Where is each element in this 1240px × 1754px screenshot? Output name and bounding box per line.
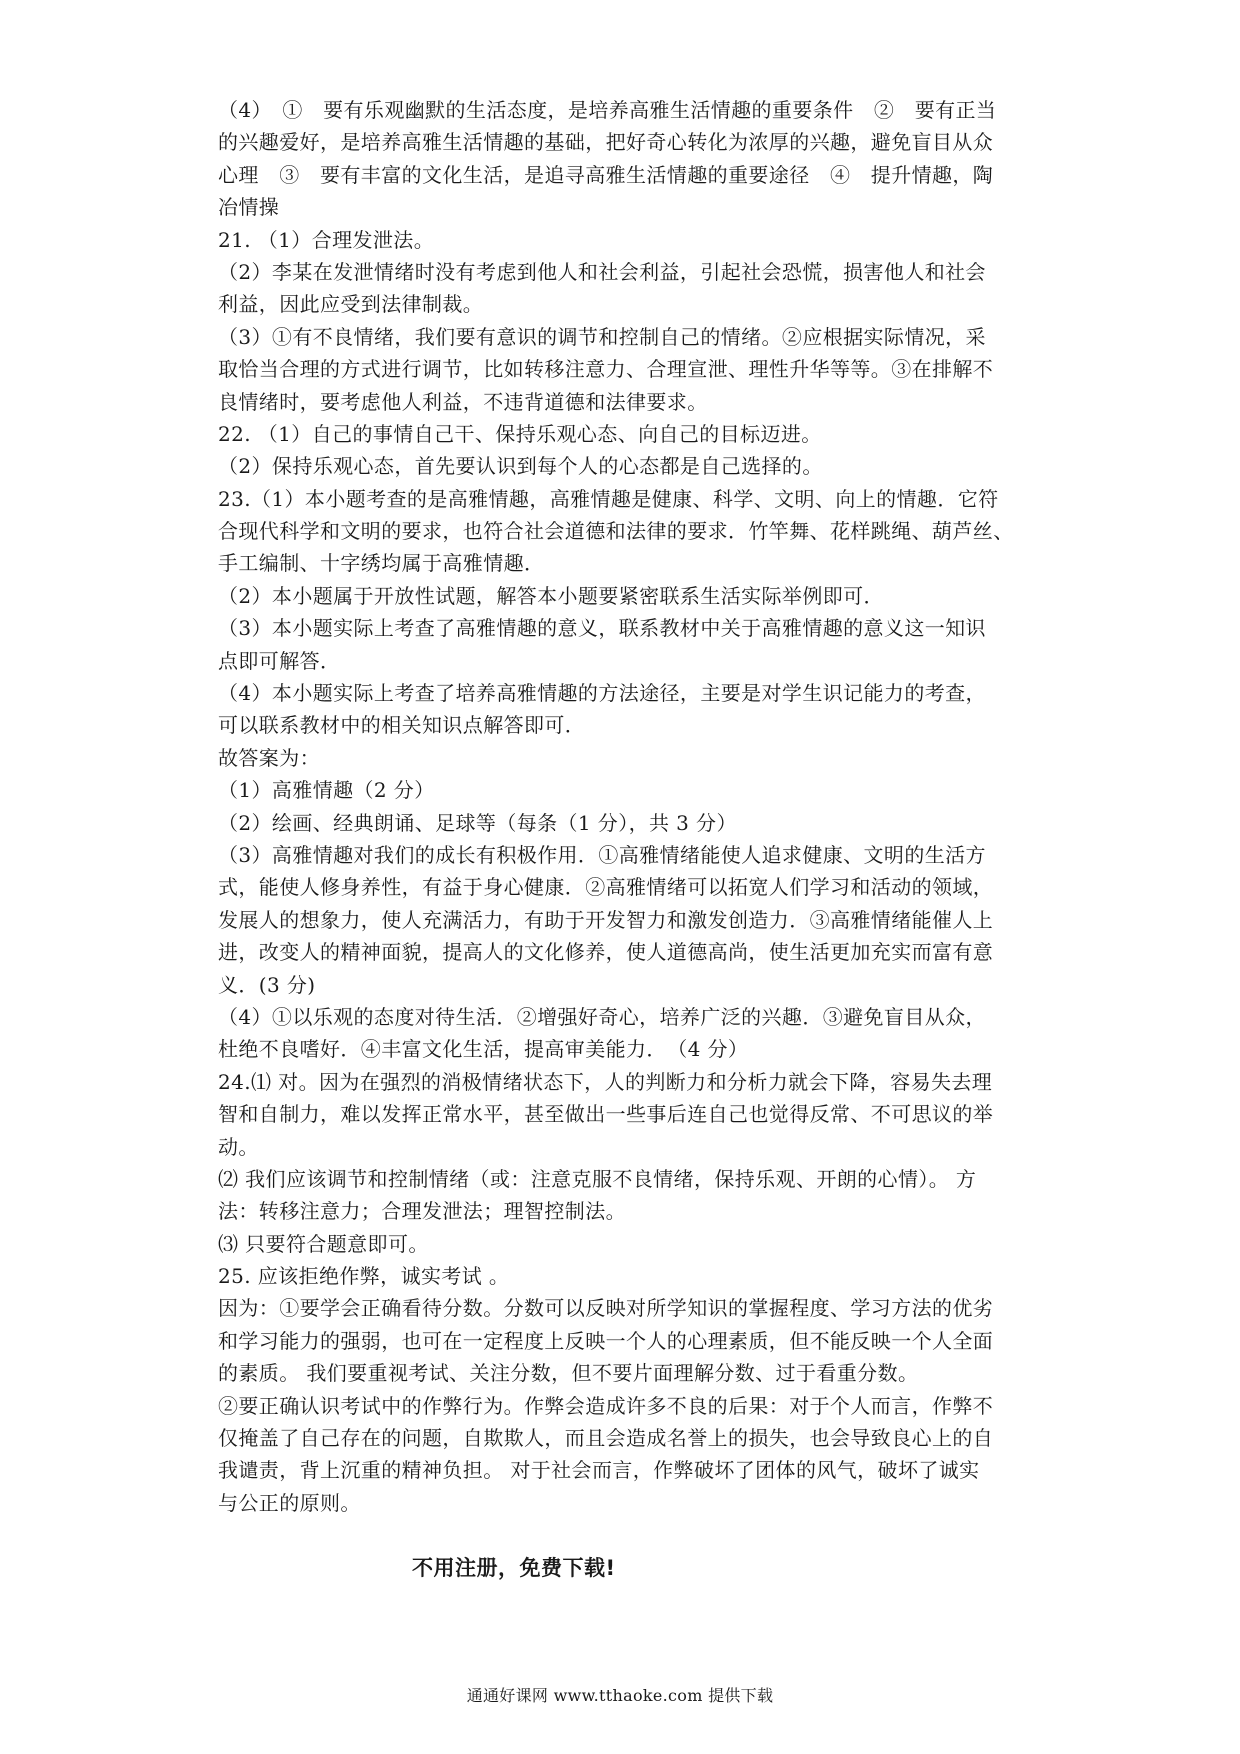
text-line: 良情绪时，要考虑他人利益，不违背道德和法律要求。 (218, 389, 708, 414)
text-line: 动。 (218, 1134, 259, 1159)
text-line: （3）本小题实际上考查了高雅情趣的意义，联系教材中关于高雅情趣的意义这一知识 (218, 616, 986, 641)
text-line: ②要正确认识考试中的作弊行为。作弊会造成许多不良的后果：对于个人而言，作弊不 (218, 1393, 994, 1418)
text-line: 利益，因此应受到法律制裁。 (218, 292, 484, 317)
text-line: 进，改变人的精神面貌，提高人的文化修养，使人道德高尚，使生活更加充实而富有意 (218, 940, 994, 965)
text-line: 24.⑴ 对。因为在强烈的消极情绪状态下，人的判断力和分析力就会下降，容易失去理 (218, 1069, 993, 1094)
text-line: 可以联系教材中的相关知识点解答即可． (218, 713, 586, 738)
text-line: 式，能使人修身养性，有益于身心健康．②高雅情绪可以拓宽人们学习和活动的领域， (218, 875, 994, 900)
text-line: 和学习能力的强弱，也可在一定程度上反映一个人的心理素质，但不能反映一个人全面 (218, 1328, 994, 1353)
text-line: （2）绘画、经典朗诵、足球等（每条（1 分），共 3 分） (218, 810, 737, 835)
text-line: （3）①有不良情绪，我们要有意识的调节和控制自己的情绪。②应根据实际情况，采 (218, 324, 986, 349)
text-line: 法：转移注意力；合理发泄法；理智控制法。 (218, 1199, 626, 1224)
text-line: 智和自制力，难以发挥正常水平，甚至做出一些事后连自己也觉得反常、不可思议的举 (218, 1102, 994, 1127)
page-footer: 通通好课网 www.tthaoke.com 提供下载 (466, 1686, 774, 1705)
text-line: 故答案为： (218, 745, 320, 770)
text-line: ⑵ 我们应该调节和控制情绪（或：注意克服不良情绪，保持乐观、开朗的心情）。 方 (218, 1166, 977, 1191)
text-line: 25. 应该拒绝作弊，诚实考试 。 (218, 1264, 510, 1289)
text-line: 手工编制、十字绣均属于高雅情趣． (218, 551, 545, 576)
free-download-notice: 不用注册，免费下载! (412, 1556, 616, 1580)
text-line: 与公正的原则。 (218, 1490, 361, 1515)
text-line: （4）本小题实际上考查了培养高雅情趣的方法途径，主要是对学生识记能力的考查， (218, 681, 986, 706)
text-line: （2）本小题属于开放性试题，解答本小题要紧密联系生活实际举例即可． (218, 583, 884, 608)
text-line: 义．(3 分) (218, 972, 316, 997)
text-line: 杜绝不良嗜好．④丰富文化生活，提高审美能力． （4 分） (218, 1037, 749, 1062)
text-line: 22. （1）自己的事情自己干、保持乐观心态、向自己的目标迈进。 (218, 421, 822, 446)
text-line: 心理 ③ 要有丰富的文化生活，是追寻高雅生活情趣的重要途径 ④ 提升情趣，陶 (218, 162, 994, 187)
text-line: （1）高雅情趣（2 分） (218, 778, 435, 803)
text-line: 21. （1）合理发泄法。 (218, 227, 435, 252)
text-line: 点即可解答． (218, 648, 341, 673)
text-line: 因为：①要学会正确看待分数。分数可以反映对所学知识的掌握程度、学习方法的优劣 (218, 1296, 994, 1321)
text-line: ⑶ 只要符合题意即可。 (218, 1231, 429, 1256)
text-line: 我谴责，背上沉重的精神负担。 对于社会而言，作弊破坏了团体的风气，破坏了诚实 (218, 1458, 980, 1483)
text-line: 合现代科学和文明的要求，也符合社会道德和法律的要求．竹竿舞、花样跳绳、葫芦丝、 (218, 519, 1014, 544)
text-line: 的兴趣爱好，是培养高雅生活情趣的基础，把好奇心转化为浓厚的兴趣，避免盲目从众 (218, 130, 994, 155)
text-line: （4）①以乐观的态度对待生活．②增强好奇心，培养广泛的兴趣．③避免盲目从众， (218, 1004, 986, 1029)
text-line: （2）李某在发泄情绪时没有考虑到他人和社会利益，引起社会恐慌，损害他人和社会 (218, 259, 986, 284)
text-line: 冶情操 (218, 195, 280, 220)
text-line: （3）高雅情趣对我们的成长有积极作用．①高雅情绪能使人追求健康、文明的生活方 (218, 842, 986, 867)
text-line: （2）保持乐观心态，首先要认识到每个人的心态都是自己选择的。 (218, 454, 823, 479)
text-line: 仅掩盖了自己存在的问题，自欺欺人，而且会造成名誉上的损失，也会导致良心上的自 (218, 1426, 994, 1451)
text-line: 的素质。 我们要重视考试、关注分数，但不要片面理解分数、过于看重分数。 (218, 1361, 919, 1386)
answer-text-body (218, 94, 1038, 1519)
text-line: （4） ① 要有乐观幽默的生活态度，是培养高雅生活情趣的重要条件 ② 要有正当 (218, 98, 997, 122)
text-line: 23.（1）本小题考查的是高雅情趣，高雅情趣是健康、科学、文明、向上的情趣．它符 (218, 486, 999, 511)
text-line: 取恰当合理的方式进行调节，比如转移注意力、合理宣泄、理性升华等等。③在排解不 (218, 357, 994, 382)
text-line: 发展人的想象力，使人充满活力，有助于开发智力和激发创造力．③高雅情绪能催人上 (218, 907, 994, 932)
